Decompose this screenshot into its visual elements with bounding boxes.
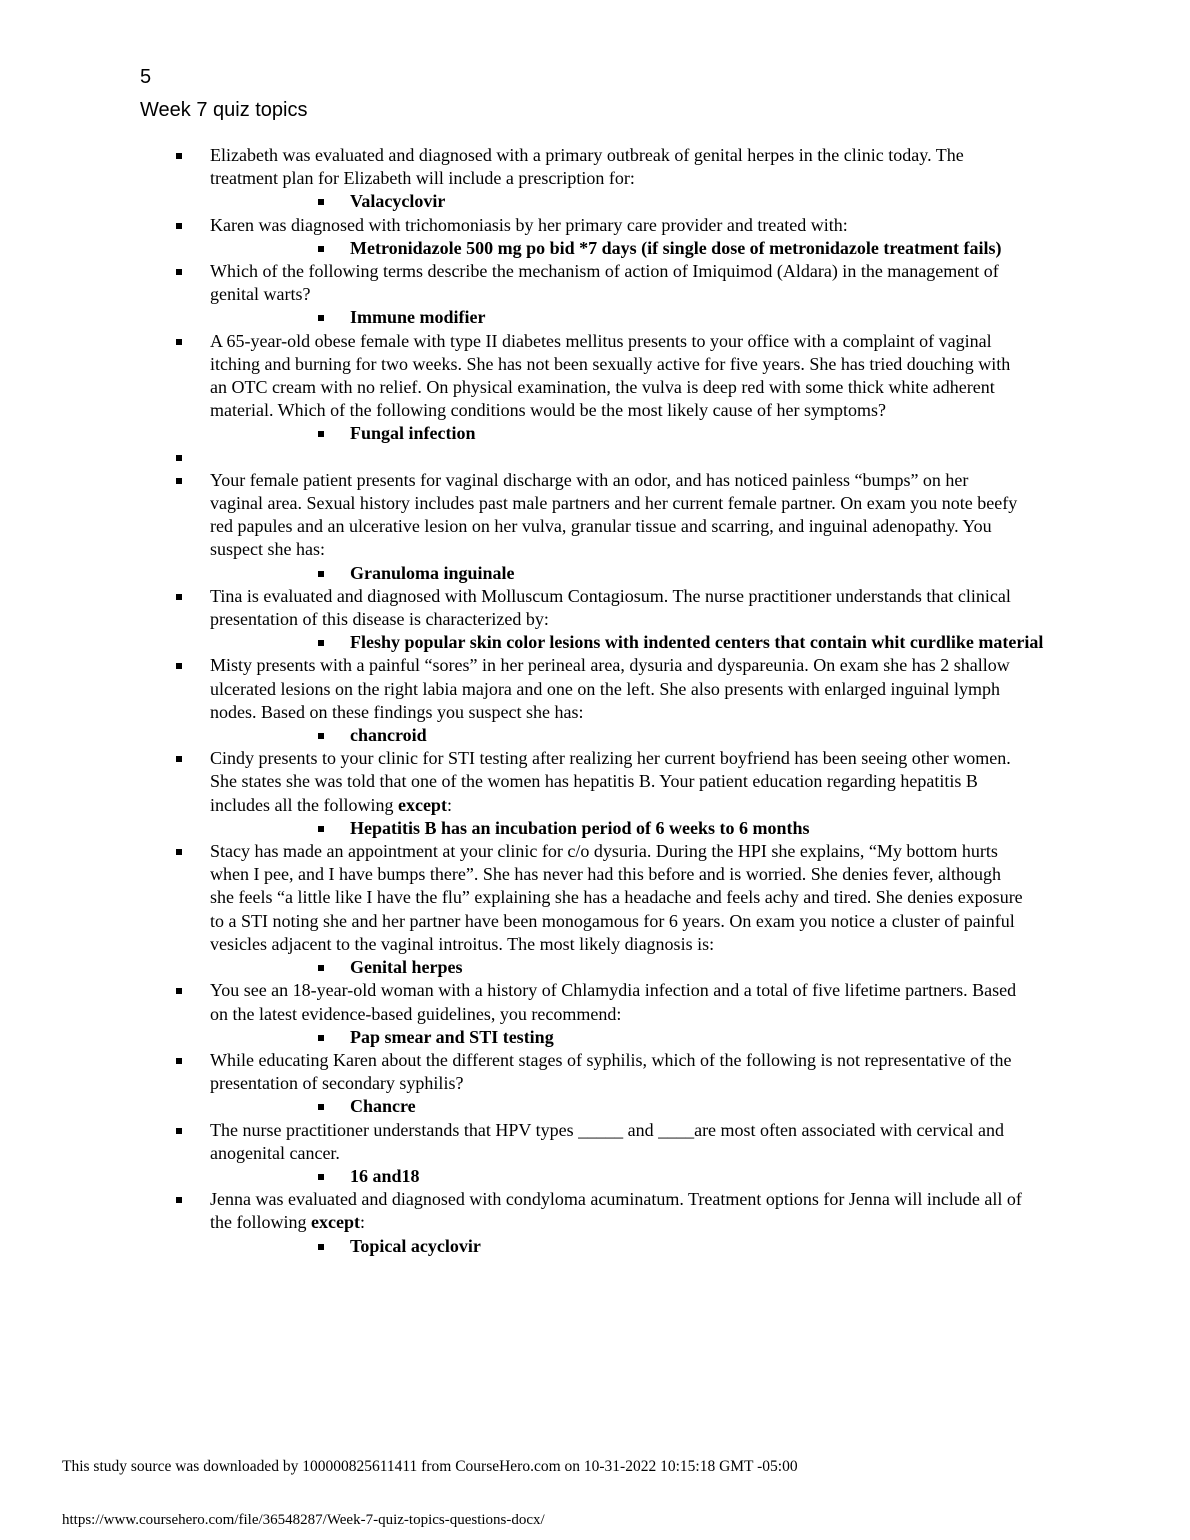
- question-text: [210, 747, 1025, 817]
- bullet-square-icon: [176, 849, 182, 855]
- question-text-segment: Elizabeth was evaluated and diagnosed with a primary outbreak of genital herpes in the clinic today. The treatment plan for Elizabeth will include a prescription for:: [210, 145, 964, 189]
- page-title: Week 7 quiz topics: [140, 99, 308, 121]
- question-text: [210, 979, 1025, 1025]
- bullet-square-icon: [176, 339, 182, 345]
- question-text-segment: The nurse practitioner understands that HPV types _____ and ____are most often associated with cervical and anogenital cancer.: [210, 1119, 1004, 1163]
- bullet-square-icon: [318, 826, 324, 832]
- question-text: [210, 144, 1025, 190]
- bullet-square-icon: [176, 756, 182, 762]
- answer-text: 16 and18: [350, 1165, 420, 1186]
- question-text: [210, 840, 1025, 956]
- bullet-square-icon: [318, 246, 324, 252]
- question-row: [0, 330, 1190, 423]
- answer-text: chancroid: [350, 725, 427, 746]
- answer-row: [0, 562, 1190, 585]
- answer-text: Fungal infection: [350, 423, 476, 444]
- answer-text: Pap smear and STI testing: [350, 1026, 554, 1047]
- bullet-square-icon: [176, 988, 182, 994]
- question-text: [210, 260, 1025, 306]
- answer-row: [0, 306, 1190, 329]
- bullet-square-icon: [318, 1244, 324, 1250]
- question-text-segment: Tina is evaluated and diagnosed with Molluscum Contagiosum. The nurse practitioner understands that clinical presentation of this disease is characterized by:: [210, 585, 1011, 630]
- bullet-square-icon: [176, 594, 182, 600]
- question-row: [0, 144, 1190, 190]
- question-text-segment: While educating Karen about the different stages of syphilis, which of the following is not representative of the presentation of secondary syphilis?: [210, 1049, 1012, 1094]
- bullet-square-icon: [318, 1035, 324, 1041]
- bullet-square-icon: [318, 571, 324, 577]
- question-text: [210, 654, 1025, 724]
- bullet-square-icon: [318, 431, 324, 437]
- question-text-segment: Stacy has made an appointment at your clinic for c/o dysuria. During the HPI she explains, “My bottom hurts when I pee, and I have bumps there”. She has never had this before and is worried. She denies fever, although she feels “a little like I have the flu” explaining she has a headache and feels achy and tired. She denies exposure to a STI noting she and her partner have been monogamous for 6 years. On exam you notice a cluster of painful vesicles adjacent to the vaginal introitus. The most likely diagnosis is:: [210, 841, 1023, 954]
- question-text-segment: Cindy presents to your clinic for STI testing after realizing her current boyfriend has been seeing other women. She states she was told that one of the women has hepatitis B. Your patient education regarding hepatitis B includes all the following: [210, 748, 1011, 815]
- answer-row: [0, 1235, 1190, 1258]
- bullet-square-icon: [176, 153, 182, 159]
- quiz-topic-list: [0, 144, 1190, 1258]
- question-text-segment: :: [359, 1212, 365, 1233]
- question-row: [0, 214, 1190, 237]
- answer-row: [0, 1165, 1190, 1188]
- answer-row: [0, 817, 1190, 840]
- answer-text: Immune modifier: [350, 307, 486, 328]
- question-row: [0, 654, 1190, 724]
- bullet-square-icon: [176, 455, 182, 461]
- question-text-segment: Which of the following terms describe the mechanism of action of Imiquimod (Aldara) in the management of genital warts?: [210, 261, 999, 305]
- answer-row: [0, 1095, 1190, 1118]
- answer-text: Metronidazole 500 mg po bid *7 days (if single dose of metronidazole treatment fails): [350, 237, 1002, 258]
- question-text-segment: Misty presents with a painful “sores” in her perineal area, dysuria and dyspareunia. On exam she has 2 shallow ulcerated lesions on the right labia majora and one on the left. She also presents with enlarged inguinal lymph nodes. Based on these findings you suspect she has:: [210, 655, 1010, 722]
- answer-text: Valacyclovir: [350, 191, 446, 212]
- question-row: [0, 260, 1190, 306]
- question-row: [0, 585, 1190, 631]
- bullet-square-icon: [176, 478, 182, 484]
- answer-text: Chancre: [350, 1096, 416, 1117]
- answer-row: [0, 1026, 1190, 1049]
- question-text-segment: You see an 18-year-old woman with a history of Chlamydia infection and a total of five lifetime partners. Based on the latest evidence-based guidelines, you recommend:: [210, 980, 1017, 1024]
- question-row: [0, 747, 1190, 817]
- question-row: [0, 1188, 1190, 1234]
- question-text-bold-segment: except: [311, 1212, 360, 1233]
- page-number: 5: [140, 66, 152, 88]
- question-text-segment: Karen was diagnosed with trichomoniasis by her primary care provider and treated with:: [210, 214, 848, 235]
- answer-text: Hepatitis B has an incubation period of 6 weeks to 6 months: [350, 817, 810, 838]
- bullet-square-icon: [318, 733, 324, 739]
- answer-text: Genital herpes: [350, 957, 463, 978]
- question-text-segment: Jenna was evaluated and diagnosed with condyloma acuminatum. Treatment options for Jenna will include all of the following: [210, 1189, 1022, 1233]
- answer-text: Granuloma inguinale: [350, 562, 515, 583]
- question-text: [210, 1188, 1025, 1234]
- question-text: [210, 585, 1025, 631]
- bullet-square-icon: [176, 1197, 182, 1203]
- bullet-square-icon: [176, 1058, 182, 1064]
- bullet-square-icon: [176, 1128, 182, 1134]
- answer-text: Topical acyclovir: [350, 1235, 481, 1256]
- question-text-segment: :: [446, 794, 452, 815]
- answer-row: [0, 237, 1190, 260]
- question-text: [210, 1049, 1025, 1095]
- question-text-bold-segment: except: [397, 794, 447, 815]
- bullet-square-icon: [318, 965, 324, 971]
- bullet-square-icon: [176, 663, 182, 669]
- question-row: [0, 469, 1190, 562]
- download-note: This study source was downloaded by 100000825611411 from CourseHero.com on 10-31-2022 10:15:18 GMT -05:00: [62, 1458, 798, 1475]
- question-text: [210, 1119, 1025, 1165]
- bullet-square-icon: [318, 1104, 324, 1110]
- source-url-link[interactable]: https://www.coursehero.com/file/36548287/Week-7-quiz-topics-questions-docx/: [62, 1512, 545, 1528]
- question-text: [210, 330, 1025, 423]
- bullet-square-icon: [318, 199, 324, 205]
- question-text: [210, 469, 1025, 562]
- question-row: [0, 979, 1190, 1025]
- bullet-square-icon: [318, 1174, 324, 1180]
- question-text-segment: A 65-year-old obese female with type II diabetes mellitus presents to your office with a complaint of vaginal itching and burning for two weeks. She has not been sexually active for five years. She has tried douching with an OTC cream with no relief. On physical examination, the vulva is deep red with some thick white adherent material. Which of the following conditions would be the most likely cause of her symptoms?: [210, 330, 1011, 421]
- bullet-square-icon: [176, 223, 182, 229]
- question-row: [0, 1119, 1190, 1165]
- question-text: [210, 214, 1025, 237]
- bullet-square-icon: [176, 269, 182, 275]
- question-row: [0, 840, 1190, 956]
- answer-row: [0, 724, 1190, 747]
- question-text-segment: Your female patient presents for vaginal discharge with an odor, and has noticed painless “bumps” on her vaginal area. Sexual history includes past male partners and her current female partner. On exam you note beefy red papules and an ulcerative lesion on her vulva, granular tissue and scarring, and inguinal adenopathy. You suspect she has:: [210, 469, 1018, 560]
- answer-row: [0, 631, 1190, 654]
- answer-row: [0, 422, 1190, 445]
- bullet-square-icon: [318, 315, 324, 321]
- question-row: [0, 446, 1190, 469]
- answer-row: [0, 190, 1190, 213]
- bullet-square-icon: [318, 640, 324, 646]
- answer-row: [0, 956, 1190, 979]
- question-row: [0, 1049, 1190, 1095]
- answer-text: Fleshy popular skin color lesions with indented centers that contain whit curdlike material: [350, 632, 1044, 653]
- question-text: [210, 446, 1025, 469]
